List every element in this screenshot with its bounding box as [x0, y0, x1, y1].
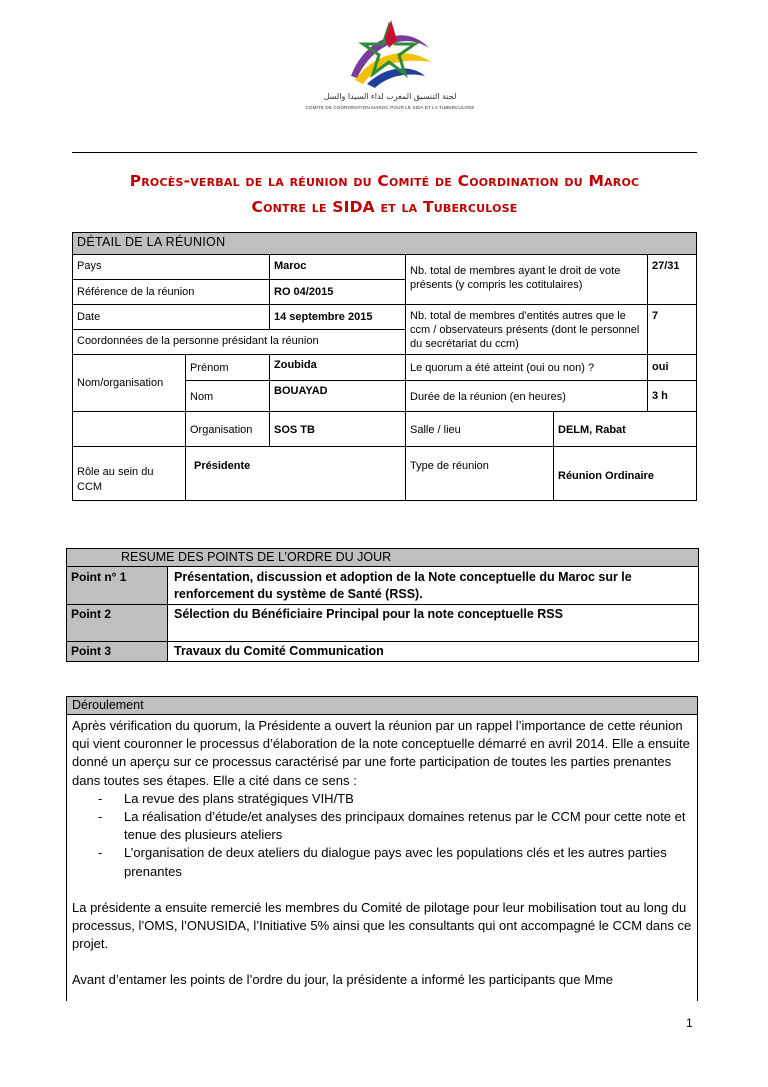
- meeting-details-header: DÉTAIL DE LA RÉUNION: [73, 233, 697, 255]
- list-item: - La revue des plans stratégiques VIH/TB: [90, 790, 692, 808]
- organisation-value: SOS TB: [270, 412, 406, 447]
- ccm-emblem-icon: [345, 18, 435, 90]
- date-label: Date: [73, 305, 270, 330]
- document-title: [72, 168, 697, 220]
- pays-value: Maroc: [270, 255, 406, 280]
- members-value: 27/31: [648, 255, 697, 305]
- header-rule: [72, 152, 697, 153]
- deroulement-paragraph: Avant d’entamer les points de l’ordre du jour, la présidente a informé les participants que Mme: [72, 972, 613, 988]
- entities-label: Nb. total de membres d’entités autres que le ccm / observateurs présents (dont le personnel du secrétariat du ccm): [406, 305, 648, 355]
- pays-label: Pays: [73, 255, 270, 280]
- agenda-point-label: Point 3: [67, 642, 168, 662]
- ccm-logo: [290, 18, 490, 108]
- salle-value: DELM, Rabat: [554, 412, 697, 447]
- nom-value: BOUAYAD: [270, 381, 406, 412]
- role-value: Présidente: [186, 447, 406, 501]
- coordinator-label: Coordonnées de la personne présidant la réunion: [73, 330, 406, 355]
- agenda-point-label: Point 2: [67, 605, 168, 642]
- nom-organisation-label: Nom/organisation: [73, 355, 186, 412]
- deroulement-list: [72, 790, 692, 881]
- salle-label: Salle / lieu: [406, 412, 554, 447]
- role-label: Rôle au sein du CCM: [73, 447, 186, 501]
- agenda-point-text: Sélection du Bénéficiaire Principal pour la note conceptuelle RSS: [168, 605, 699, 642]
- deroulement-paragraph: Après vérification du quorum, la Présidente a ouvert la réunion par un rappel l’importance de cette réunion qui vient couronner le processus d’élaboration de la note conceptuelle démarré en avril 2014. Elle a ensuite donné un aperçu sur ce processus caractérisé par une forte participation de toutes les parties prenantes dans toutes ses étapes. Elle a cité dans ce sens :: [72, 718, 690, 788]
- reference-value: RO 04/2015: [270, 280, 406, 305]
- list-item: - L’organisation de deux ateliers du dialogue pays avec les populations clés et les autres parties prenantes: [90, 844, 692, 880]
- reference-label: Référence de la réunion: [73, 280, 270, 305]
- empty-cell: [73, 412, 186, 447]
- logo-arabic-text: لجنة التنسيق المغرب لداء السيدا والسل: [323, 92, 457, 101]
- meeting-details-table: [72, 232, 697, 501]
- quorum-value: oui: [648, 355, 697, 381]
- deroulement-header: Déroulement: [67, 697, 697, 715]
- agenda-point-text: Travaux du Comité Communication: [168, 642, 699, 662]
- agenda-table: [66, 548, 699, 662]
- deroulement-body: [67, 715, 697, 990]
- agenda-point-label: Point n° 1: [67, 567, 168, 605]
- nom-label: Nom: [186, 381, 270, 412]
- logo-french-text: COMITE DE COORDINATION MAROC POUR LE SIDA ET LA TUBERCULOSE: [305, 105, 475, 110]
- entities-value: 7: [648, 305, 697, 355]
- type-value: Réunion Ordinaire: [554, 447, 697, 501]
- deroulement-paragraph: La présidente a ensuite remercié les membres du Comité de pilotage pour leur mobilisation tout au long du processus, l’OMS, l’ONUSIDA, l’Initiative 5% ainsi que les consultants qui ont accompagné le CCM dans ce projet.: [72, 899, 692, 952]
- date-value: 14 septembre 2015: [270, 305, 406, 330]
- duree-label: Durée de la réunion (en heures): [406, 381, 648, 412]
- members-label: Nb. total de membres ayant le droit de vote présents (y compris les cotitulaires): [406, 255, 648, 305]
- duree-value: 3 h: [648, 381, 697, 412]
- type-label: Type de réunion: [406, 447, 554, 501]
- page-number: 1: [686, 1016, 693, 1030]
- deroulement-section: [66, 696, 698, 1001]
- organisation-label: Organisation: [186, 412, 270, 447]
- agenda-header: RESUME DES POINTS DE L’ORDRE DU JOUR: [67, 549, 699, 567]
- agenda-point-text: Présentation, discussion et adoption de la Note conceptuelle du Maroc sur le renforcement du système de Santé (RSS).: [168, 567, 699, 605]
- list-item: - La réalisation d’étude/et analyses des principaux domaines retenus par le CCM pour cette note et tenue des plusieurs ateliers: [90, 808, 692, 844]
- prenom-label: Prénom: [186, 355, 270, 381]
- title-line-2: Contre le SIDA et la Tuberculose: [251, 198, 518, 216]
- quorum-label: Le quorum a été atteint (oui ou non) ?: [406, 355, 648, 381]
- title-line-1: Procès-verbal de la réunion du Comité de Coordination du Maroc: [129, 172, 640, 190]
- prenom-value: Zoubida: [270, 355, 406, 381]
